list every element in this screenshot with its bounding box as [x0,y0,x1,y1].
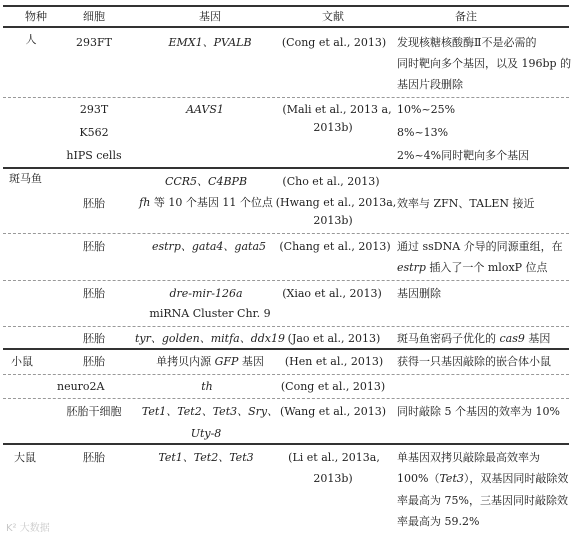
ref-mali-2013b: 2013b) [313,121,353,134]
gene-gfp [156,355,264,368]
gene-ccr5-c4bpb: CCR5、C4BPB [164,175,248,188]
ref-li-2013: (Li et al., 2013a, [288,451,380,464]
group-rule [3,167,569,169]
note-prefix: 斑马鱼密码子优化的 [397,332,500,345]
cell-embryo: 胚胎 [83,197,105,210]
cell-embryo: 胚胎 [83,287,105,300]
gene-name-tet3: Tet3 [439,472,464,485]
note-suffix: 插入了一个 mloxP 位点 [425,261,548,274]
row-divider [3,398,569,399]
group-rule [3,443,569,445]
cell-293ft: 293FT [76,36,112,49]
gene-name-cas9: cas9 [499,332,525,345]
gene-fh-10-genes [139,196,273,209]
ref-jao-2013: (Jao et al., 2013) [287,332,381,345]
gene-prefix: 单拷贝内源 [156,355,215,368]
note-line: 通过 ssDNA 介导的同源重组，在 [397,240,563,253]
ref-cho-2013: (Cho et al., 2013) [282,175,380,188]
gene-aavs1: AAVS1 [186,103,224,116]
ref-cong-2013: (Cong et al., 2013) [280,380,386,393]
header-species: 物种 [25,10,47,23]
gene-emx1-pvalb: EMX1、PVALB [168,36,252,49]
cell-embryo: 胚胎 [83,240,105,253]
note-line: 率最高为 59.2% [397,515,480,528]
header-reference: 文献 [322,10,344,23]
note-suffix: 基因 [524,332,551,345]
ref-xiao-2013: (Xiao et al., 2013) [282,287,382,300]
ref-hwang-2013: (Hwang et al., 2013a, [275,196,397,209]
header-notes: 备注 [455,10,477,23]
species-rat: 大鼠 [14,451,36,464]
note-prefix: 100%（ [397,472,440,485]
ref-mali-2013: (Mali et al., 2013 a, [282,103,392,116]
header-gene: 基因 [199,10,221,23]
gene-tet1-3: Tet1、Tet2、Tet3 [158,451,254,464]
note-line: 10%~25% [397,103,456,116]
gene-dre-mir-126a: dre-mir-126a [169,287,243,300]
ref-chang-2013: (Chang et al., 2013) [279,240,391,253]
note-line: 率最高为 75%，三基因同时敲除效 [397,494,568,507]
note-line: 效率与 ZFN、TALEN 接近 [397,197,535,210]
gene-tet-sry: Tet1、Tet2、Tet3、Sry、 [141,405,279,418]
note-line [397,261,548,274]
species-zebrafish: 斑马鱼 [9,172,42,185]
cell-embryo: 胚胎 [83,332,105,345]
cell-neuro2a: neuro2A [57,380,105,393]
ref-hwang-2013b: 2013b) [313,214,353,227]
species-mouse: 小鼠 [11,355,33,368]
note-line [397,332,550,345]
header-rule [3,26,569,28]
table-top-rule [3,5,569,7]
note-line: 基因片段删除 [397,78,463,91]
row-divider [3,280,569,281]
note-line: 同时靶向多个基因，以及 196bp 的 [397,57,572,70]
gene-name-fh: fh [139,196,151,209]
cell-k562: K562 [79,126,109,139]
gene-fh-suffix: 等 10 个基因 11 个位点 [150,196,273,209]
note-line: 获得一只基因敲除的嵌合体小鼠 [397,355,551,368]
row-divider [3,233,569,234]
note-line: 2%~4%同时靶向多个基因 [397,149,530,162]
cell-escell: 胚胎干细胞 [66,405,122,418]
gene-suffix: 基因 [238,355,264,368]
gene-name-gfp: GFP [214,355,239,368]
note-line: 8%~13% [397,126,449,139]
gene-tyr-golden: tyr、golden、mitfa、ddx19 [135,332,285,345]
row-divider [3,374,569,375]
header-cell: 细胞 [83,10,105,23]
ref-wang-2013: (Wang et al., 2013) [279,405,387,418]
watermark: K² 大数据 [6,523,50,534]
species-human: 人 [25,33,37,46]
cell-embryo: 胚胎 [83,355,105,368]
ref-hen-2013: (Hen et al., 2013) [284,355,384,368]
cell-embryo: 胚胎 [83,451,105,464]
note-line: 发现核糖核酸酶Ⅱ不是必需的 [397,36,537,49]
row-divider [3,326,569,327]
row-divider [3,97,569,98]
gene-uty-8: Uty-8 [190,427,222,440]
note-line: 同时敲除 5 个基因的效率为 10% [397,405,560,418]
note-line: 基因删除 [397,287,441,300]
note-suffix: ），双基因同时敲除效 [463,472,569,485]
gene-estrp-gata: estrp、gata4、gata5 [151,240,267,253]
gene-mirna-cluster: miRNA Cluster Chr. 9 [149,307,271,320]
cell-hips: hIPS cells [66,149,122,162]
note-line: 单基因双拷贝敲除最高效率为 [397,451,540,464]
gene-name-estrp: estrp [397,261,426,274]
gene-th: th [201,380,213,393]
cell-293t: 293T [79,103,109,116]
note-line [397,472,568,485]
group-rule [3,348,569,350]
ref-li-2013b: 2013b) [313,472,353,485]
ref-cong-2013: (Cong et al., 2013) [281,36,387,49]
